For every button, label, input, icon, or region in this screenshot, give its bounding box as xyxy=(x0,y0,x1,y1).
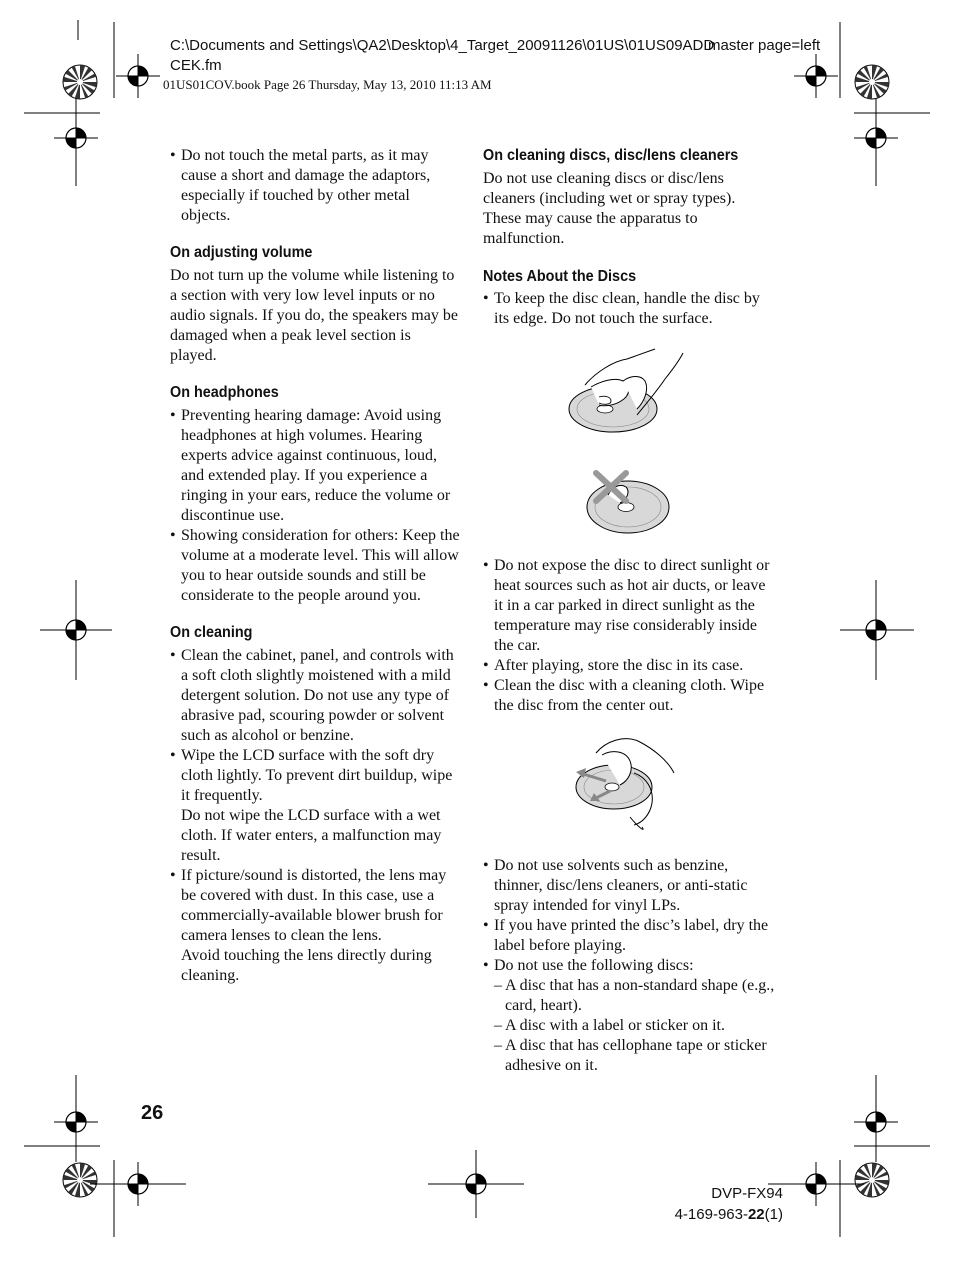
list-item-continuation: Do not wipe the LCD surface with a wet cloth. If water enters, a malfunction may result. xyxy=(181,807,442,864)
list-item-text: Wipe the LCD surface with the soft dry cloth lightly. To prevent dirt buildup, wipe it frequently. xyxy=(181,747,453,804)
model-number: DVP-FX94 xyxy=(711,1185,783,1202)
file-path-header xyxy=(170,36,830,76)
book-info-line: 01US01COV.book Page 26 Thursday, May 13, 2010 11:13 AM xyxy=(163,77,492,92)
list-item-text: If picture/sound is distorted, the lens may be covered with dust. In this case, use a commercially-available blower brush for camera lenses to clean the lens. xyxy=(181,867,447,944)
right-column xyxy=(483,146,775,329)
right-column-final xyxy=(483,856,775,1076)
list-item xyxy=(170,746,460,866)
list-item: • To keep the disc clean, handle the disc by its edge. Do not touch the surface. xyxy=(483,289,775,329)
section-heading-cleaning: On cleaning xyxy=(170,624,253,641)
right-column-continued xyxy=(483,556,775,716)
list-item: • Clean the disc with a cleaning cloth. Wipe the disc from the center out. xyxy=(483,676,775,716)
do-not-touch-surface-illustration xyxy=(580,465,672,537)
sub-list-item: – A disc with a label or sticker on it. xyxy=(494,1016,775,1036)
list-item: • Do not expose the disc to direct sunlight or heat sources such as hot air ducts, or leave it in a car parked in direct sunlight as the temperature may rise considerably inside the car. xyxy=(483,556,775,656)
volume-paragraph: Do not turn up the volume while listening to a section with very low level inputs or no audio signals. If you do, the speakers may be damaged when a peak level section is played. xyxy=(170,267,458,364)
disc-warnings-bullet-list xyxy=(483,856,775,1076)
list-item-text: Do not use the following discs: xyxy=(494,957,694,974)
page-number: 26 xyxy=(141,1102,164,1124)
document-code xyxy=(620,1204,783,1225)
intro-bullet-list xyxy=(170,146,460,226)
headphones-bullet-list xyxy=(170,406,460,606)
section-heading-disc-cleaners: On cleaning discs, disc/lens cleaners xyxy=(483,147,739,164)
file-path-line1: C:\Documents and Settings\QA2\Desktop\4_Target_20091126\01US\01US09ADD xyxy=(170,37,715,54)
master-page-label: master page=left xyxy=(708,37,821,54)
sub-list-item: – A disc that has cellophane tape or sticker adhesive on it. xyxy=(494,1036,775,1076)
cleaning-bullet-list xyxy=(170,646,460,986)
left-column xyxy=(170,146,460,986)
file-path-line2: CEK.fm xyxy=(170,57,222,74)
disc-care-bullet-list xyxy=(483,556,775,716)
list-item: • Do not use solvents such as benzine, thinner, disc/lens cleaners, or anti-static spray intended for vinyl LPs. xyxy=(483,856,775,916)
sub-list-item: – A disc that has a non-standard shape (e.g., card, heart). xyxy=(494,976,775,1016)
footer-model-info xyxy=(620,1183,783,1225)
list-item: • After playing, store the disc in its case. xyxy=(483,656,775,676)
list-item: • Do not touch the metal parts, as it may cause a short and damage the adaptors, especially if touched by other metal objects. xyxy=(170,146,460,226)
list-item xyxy=(170,646,460,746)
wipe-disc-illustration xyxy=(572,733,680,835)
list-item xyxy=(170,866,460,986)
list-item-continuation: Avoid touching the lens directly during cleaning. xyxy=(181,947,432,984)
code-suffix: (1) xyxy=(764,1206,783,1223)
disc-handling-bullet xyxy=(483,289,775,329)
disc-cleaners-paragraph: Do not use cleaning discs or disc/lens cleaners (including wet or spray types). These may cause the apparatus to malfunction. xyxy=(483,170,736,247)
list-item: • If you have printed the disc’s label, dry the label before playing. xyxy=(483,916,775,956)
unsupported-discs-sublist xyxy=(494,976,775,1076)
list-item xyxy=(483,956,775,1076)
code-revision: 22 xyxy=(747,1206,765,1223)
section-heading-notes-discs: Notes About the Discs xyxy=(483,268,637,285)
list-item: • Showing consideration for others: Keep the volume at a moderate level. This will allow you to hear outside sounds and still be considerate to the people around you. xyxy=(170,526,460,606)
list-item-text: Clean the cabinet, panel, and controls with a soft cloth slightly moistened with a mild detergent solution. Do not use any type of abrasive pad, scouring powder or solvent such as alcohol or benzine. xyxy=(181,647,454,744)
section-heading-headphones: On headphones xyxy=(170,384,279,401)
hand-holding-disc-illustration xyxy=(565,345,690,437)
section-heading-volume: On adjusting volume xyxy=(170,244,313,261)
code-prefix: 4-169-963- xyxy=(674,1206,748,1223)
list-item: • Preventing hearing damage: Avoid using headphones at high volumes. Hearing experts advice against continuous, loud, and extended play. If you experience a ringing in your ears, reduce the volume or discontinue use. xyxy=(170,406,460,526)
